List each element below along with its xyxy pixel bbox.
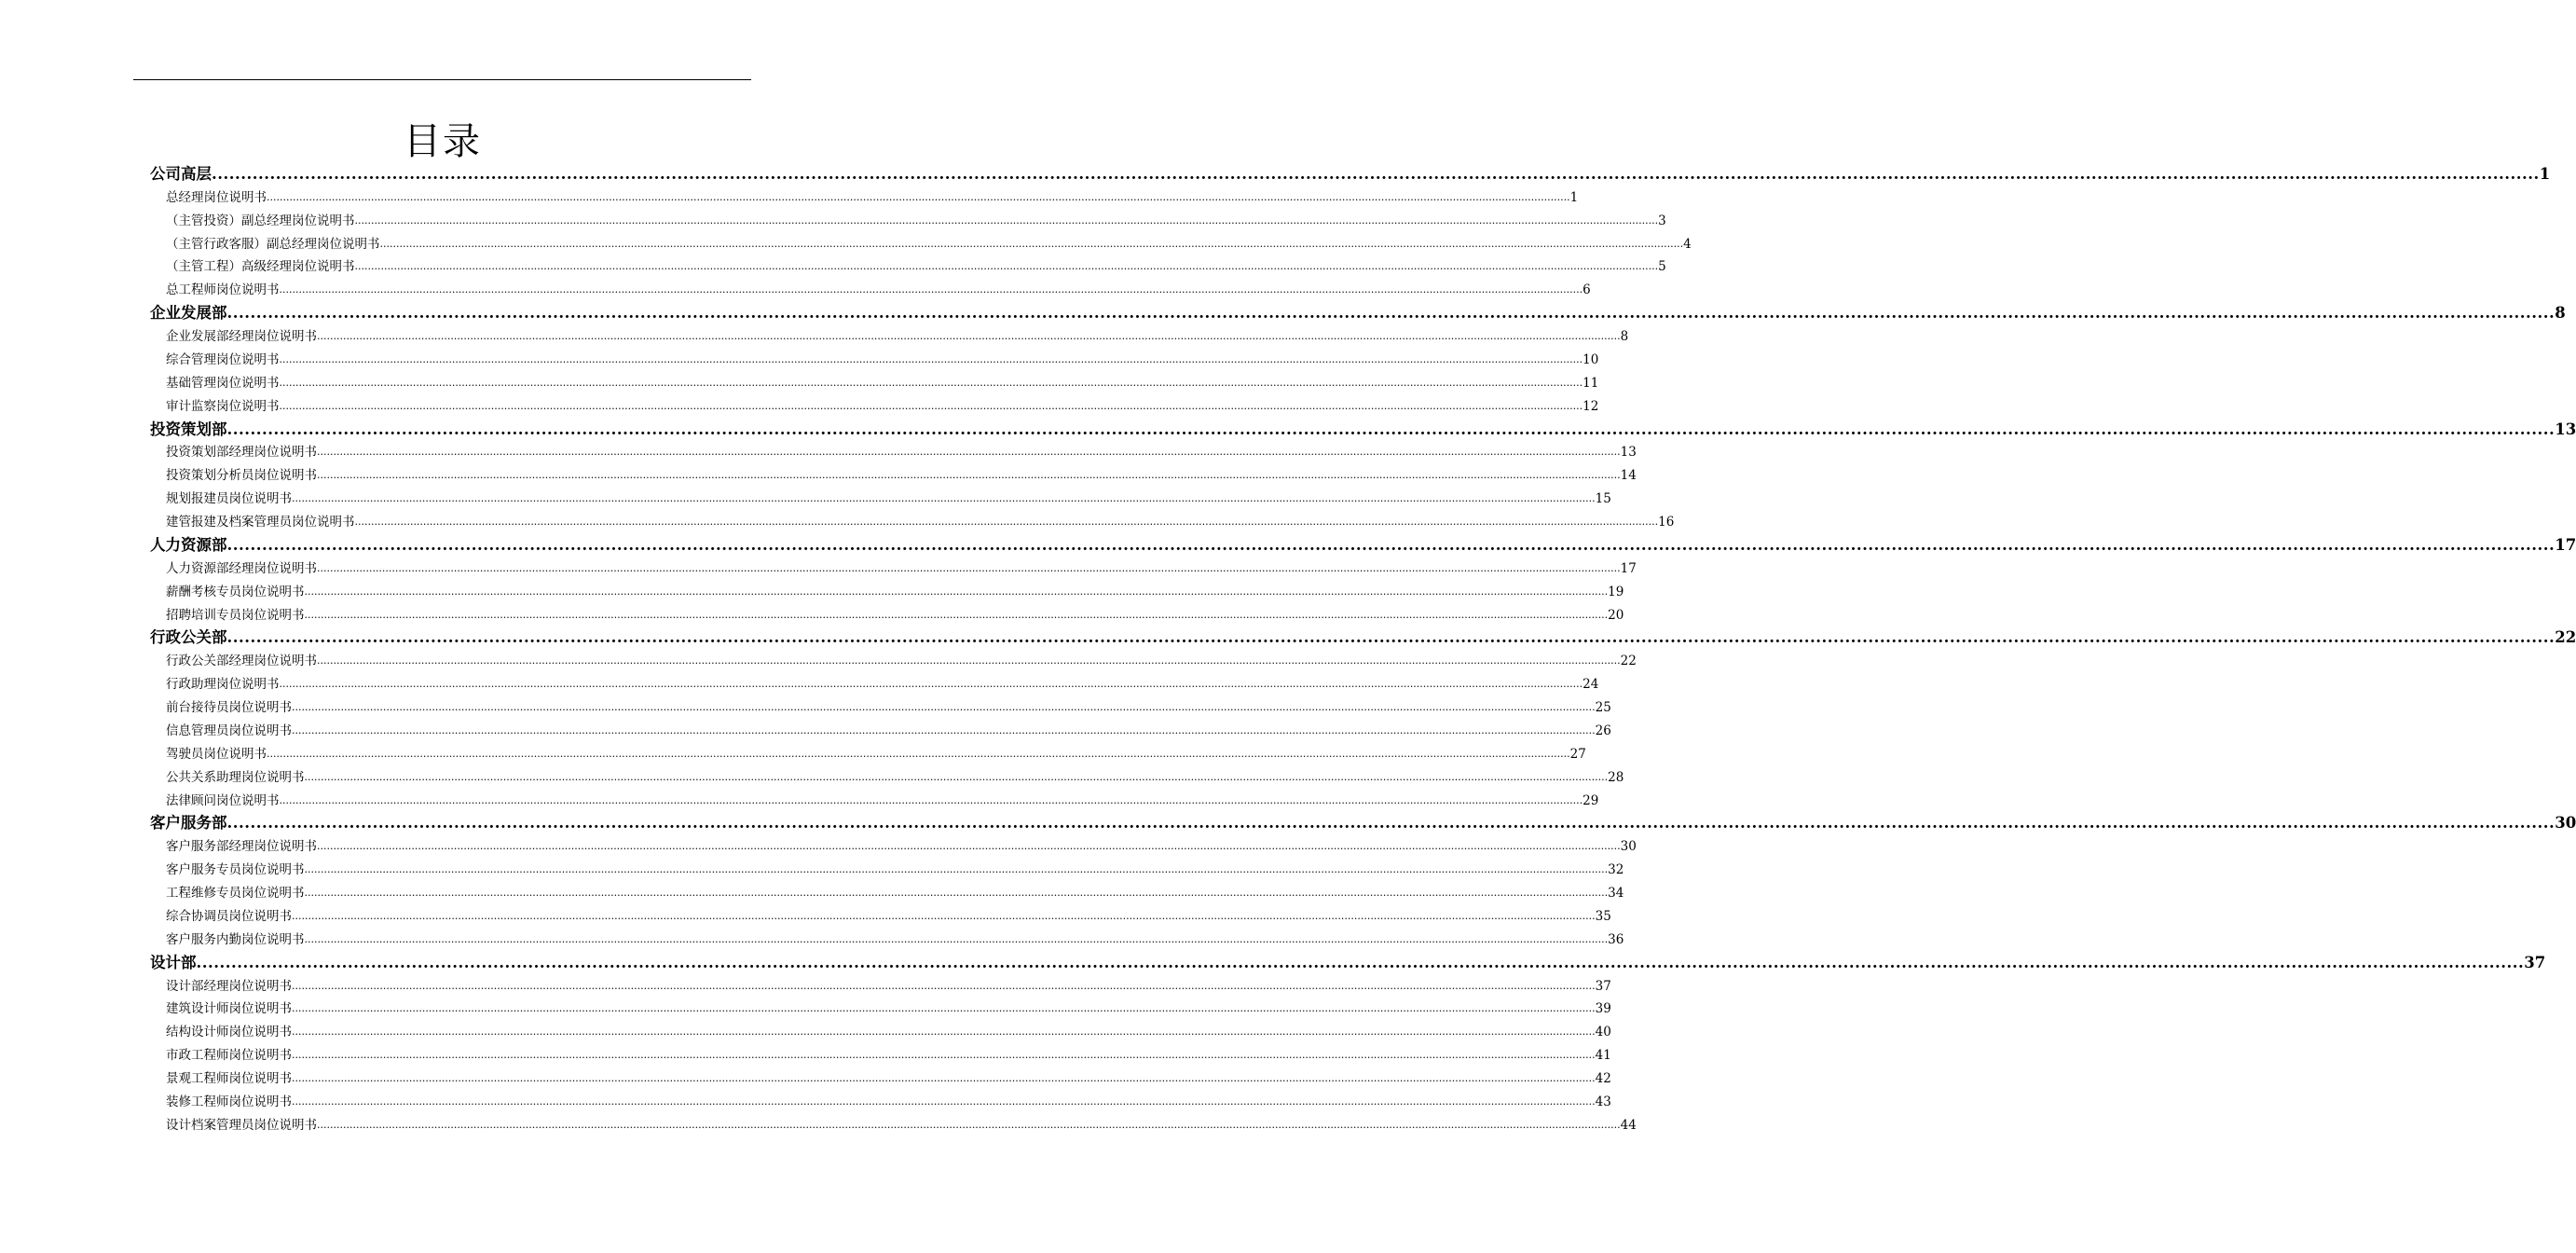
dot-leader: ................................................................................................................................................................................................................................................................................................................................................................................................................ <box>354 213 1659 227</box>
toc-section-entry-label: 人力资源部 <box>150 535 227 554</box>
dot-leader: ................................................................................................................................................................................................................................................................................................................................................................................................................ <box>279 793 1583 806</box>
toc-section-entry-page-number: 8 <box>2555 304 2566 323</box>
toc-item-entry-page-number: 37 <box>1595 978 1611 994</box>
toc-section-entry-label: 公司高层 <box>150 165 212 183</box>
toc-item-entry-page-number: 39 <box>1595 1001 1611 1017</box>
toc-item-entry[interactable] <box>150 511 1675 534</box>
toc-section-entry[interactable] <box>150 419 2576 442</box>
toc-item-entry-label: 前台接待员岗位说明书 <box>166 700 292 715</box>
toc-item-entry[interactable] <box>150 441 1637 464</box>
dot-leader: ................................................................................................................................................................................................................................................................................................................................................................................................................ <box>292 723 1596 737</box>
toc-item-entry[interactable] <box>150 720 1611 743</box>
toc-item-entry-label: 客户服务部经理岗位说明书 <box>166 839 317 855</box>
toc-item-entry-page-number: 41 <box>1595 1048 1611 1064</box>
dot-leader: ................................................................................................................................................................................................................................................................................................................................................................................................................ <box>292 701 1596 713</box>
toc-item-entry[interactable] <box>150 1021 1611 1044</box>
toc-item-entry-page-number: 26 <box>1595 723 1611 738</box>
dot-leader: ................................................................................................................................................................................................................................................................................................................................................................................................................ <box>226 420 2555 438</box>
toc-item-entry[interactable] <box>150 1044 1611 1067</box>
toc-item-entry-page-number: 27 <box>1569 746 1586 762</box>
toc-item-entry-label: （主管行政客服）副总经理岗位说明书 <box>166 236 380 252</box>
dot-leader: ................................................................................................................................................................................................................................................................................................................................................................................................................ <box>292 979 1596 992</box>
dot-leader: ................................................................................................................................................................................................................................................................................................................................................................................................................ <box>304 585 1609 598</box>
toc-section-entry[interactable] <box>150 952 2546 975</box>
toc-item-entry[interactable] <box>150 998 1611 1021</box>
dot-leader: ................................................................................................................................................................................................................................................................................................................................................................................................................ <box>292 1002 1596 1015</box>
toc-item-entry-label: 建筑设计师岗位说明书 <box>166 1001 292 1017</box>
dot-leader: ................................................................................................................................................................................................................................................................................................................................................................................................................ <box>267 190 1570 203</box>
toc-item-entry-page-number: 10 <box>1583 351 1599 367</box>
toc-item-entry-label: 总工程师岗位说明书 <box>166 282 280 298</box>
toc-item-entry-page-number: 11 <box>1583 375 1599 391</box>
toc-section-entry[interactable] <box>150 534 2576 558</box>
toc-item-entry-page-number: 36 <box>1608 931 1624 947</box>
toc-item-entry-label: （主管工程）高级经理岗位说明书 <box>166 259 355 275</box>
toc-item-entry-page-number: 16 <box>1658 515 1675 530</box>
toc-item-entry[interactable] <box>150 1114 1637 1137</box>
toc-item-entry-label: 设计档案管理员岗位说明书 <box>166 1117 317 1133</box>
toc-item-entry-label: 综合管理岗位说明书 <box>166 351 280 367</box>
dot-leader: ................................................................................................................................................................................................................................................................................................................................................................................................................ <box>226 628 2555 647</box>
dot-leader: ................................................................................................................................................................................................................................................................................................................................................................................................................ <box>196 953 2525 971</box>
toc-item-entry-page-number: 40 <box>1595 1025 1611 1040</box>
toc-item-entry-label: 装修工程师岗位说明书 <box>166 1094 292 1109</box>
toc-item-entry[interactable] <box>150 558 1637 581</box>
toc-item-entry-page-number: 8 <box>1620 329 1629 345</box>
dot-leader: ................................................................................................................................................................................................................................................................................................................................................................................................................ <box>317 840 1621 853</box>
toc-item-entry-label: 市政工程师岗位说明书 <box>166 1048 292 1064</box>
toc-item-entry[interactable] <box>150 464 1637 488</box>
dot-leader: ................................................................................................................................................................................................................................................................................................................................................................................................................ <box>379 237 1684 250</box>
toc-item-entry-page-number: 32 <box>1608 862 1624 878</box>
toc-section-entry-label: 企业发展部 <box>150 304 227 323</box>
toc-item-entry-label: 公共关系助理岗位说明书 <box>166 769 305 785</box>
dot-leader: ................................................................................................................................................................................................................................................................................................................................................................................................................ <box>317 654 1621 668</box>
toc-item-entry-page-number: 42 <box>1595 1071 1611 1087</box>
dot-leader: ................................................................................................................................................................................................................................................................................................................................................................................................................ <box>304 932 1609 945</box>
toc-section-entry[interactable] <box>150 163 2551 186</box>
toc-item-entry-label: 投资策划分析员岗位说明书 <box>166 468 317 484</box>
toc-item-entry-label: 驾驶员岗位说明书 <box>166 746 267 762</box>
toc-item-entry[interactable] <box>150 325 1629 349</box>
toc-item-entry-label: 法律顾问岗位说明书 <box>166 792 280 808</box>
dot-leader: ................................................................................................................................................................................................................................................................................................................................................................................................................ <box>279 352 1583 365</box>
toc-section-entry-page-number: 17 <box>2555 535 2576 554</box>
toc-item-entry[interactable] <box>150 650 1637 673</box>
toc-item-entry-page-number: 28 <box>1608 769 1624 785</box>
toc-item-entry-page-number: 20 <box>1608 607 1624 623</box>
page-title: 目录 <box>404 120 482 163</box>
toc-item-entry-label: 招聘培训专员岗位说明书 <box>166 607 305 623</box>
toc-item-entry-page-number: 3 <box>1658 213 1666 228</box>
dot-leader: ................................................................................................................................................................................................................................................................................................................................................................................................................ <box>304 608 1609 621</box>
toc-item-entry-label: 规划报建员岗位说明书 <box>166 491 292 507</box>
table-of-contents <box>150 163 2576 1137</box>
toc-item-entry-page-number: 34 <box>1608 886 1624 902</box>
dot-leader: ................................................................................................................................................................................................................................................................................................................................................................................................................ <box>317 330 1621 343</box>
toc-item-entry[interactable] <box>150 349 1599 372</box>
toc-item-entry-label: 审计监察岗位说明书 <box>166 398 280 414</box>
dot-leader: ................................................................................................................................................................................................................................................................................................................................................................................................................ <box>317 469 1621 482</box>
toc-item-entry-page-number: 19 <box>1608 584 1624 599</box>
dot-leader: ................................................................................................................................................................................................................................................................................................................................................................................................................ <box>279 678 1583 691</box>
toc-item-entry-label: 客户服务专员岗位说明书 <box>166 862 305 878</box>
toc-item-entry-page-number: 25 <box>1595 700 1611 715</box>
toc-item-entry[interactable] <box>150 743 1586 766</box>
toc-item-entry[interactable] <box>150 859 1624 882</box>
toc-section-entry-page-number: 37 <box>2524 953 2546 971</box>
dot-leader: ................................................................................................................................................................................................................................................................................................................................................................................................................ <box>304 770 1609 783</box>
toc-item-entry-label: 基础管理岗位说明书 <box>166 375 280 391</box>
toc-item-entry[interactable] <box>150 186 1579 210</box>
toc-section-entry-label: 投资策划部 <box>150 420 227 438</box>
toc-section-entry-page-number: 1 <box>2539 165 2551 183</box>
toc-item-entry-page-number: 13 <box>1620 445 1637 461</box>
toc-item-entry[interactable] <box>150 581 1624 604</box>
dot-leader: ................................................................................................................................................................................................................................................................................................................................................................................................................ <box>279 283 1583 296</box>
toc-item-entry[interactable] <box>150 905 1611 929</box>
toc-item-entry[interactable] <box>150 766 1624 790</box>
dot-leader: ................................................................................................................................................................................................................................................................................................................................................................................................................ <box>292 1072 1596 1085</box>
toc-section-entry-page-number: 22 <box>2555 628 2576 647</box>
toc-item-entry-page-number: 44 <box>1620 1117 1637 1133</box>
toc-item-entry[interactable] <box>150 372 1599 395</box>
toc-item-entry-label: 总经理岗位说明书 <box>166 189 267 205</box>
toc-section-entry-label: 客户服务部 <box>150 814 227 833</box>
toc-item-entry-label: 企业发展部经理岗位说明书 <box>166 329 317 345</box>
toc-section-entry[interactable] <box>150 812 2576 835</box>
toc-item-entry[interactable] <box>150 395 1599 419</box>
toc-item-entry[interactable] <box>150 210 1666 233</box>
toc-item-entry-page-number: 15 <box>1595 491 1611 507</box>
toc-item-entry-page-number: 30 <box>1620 839 1637 855</box>
dot-leader: ................................................................................................................................................................................................................................................................................................................................................................................................................ <box>354 260 1659 273</box>
toc-item-entry-label: 投资策划部经理岗位说明书 <box>166 445 317 461</box>
dot-leader: ................................................................................................................................................................................................................................................................................................................................................................................................................ <box>267 747 1570 760</box>
dot-leader: ................................................................................................................................................................................................................................................................................................................................................................................................................ <box>279 376 1583 389</box>
dot-leader: ................................................................................................................................................................................................................................................................................................................................................................................................................ <box>226 814 2555 833</box>
toc-item-entry[interactable] <box>150 604 1624 627</box>
toc-item-entry-label: 行政公关部经理岗位说明书 <box>166 654 317 669</box>
dot-leader: ................................................................................................................................................................................................................................................................................................................................................................................................................ <box>292 909 1596 922</box>
dot-leader: ................................................................................................................................................................................................................................................................................................................................................................................................................ <box>279 399 1583 412</box>
toc-item-entry[interactable] <box>150 673 1599 696</box>
toc-item-entry[interactable] <box>150 696 1611 720</box>
toc-item-entry-page-number: 1 <box>1569 189 1579 205</box>
toc-item-entry-page-number: 4 <box>1683 236 1692 252</box>
toc-item-entry-label: 建管报建及档案管理员岗位说明书 <box>166 515 355 530</box>
toc-item-entry-page-number: 12 <box>1583 398 1599 414</box>
toc-item-entry-page-number: 6 <box>1583 282 1591 298</box>
toc-item-entry[interactable] <box>150 882 1624 905</box>
dot-leader: ................................................................................................................................................................................................................................................................................................................................................................................................................ <box>292 1026 1596 1039</box>
toc-item-entry[interactable] <box>150 1091 1611 1114</box>
toc-item-entry-page-number: 24 <box>1583 677 1599 693</box>
dot-leader: ................................................................................................................................................................................................................................................................................................................................................................................................................ <box>226 304 2555 323</box>
header-rule <box>133 79 751 80</box>
dot-leader: ................................................................................................................................................................................................................................................................................................................................................................................................................ <box>226 535 2555 554</box>
toc-item-entry[interactable] <box>150 975 1611 998</box>
dot-leader: ................................................................................................................................................................................................................................................................................................................................................................................................................ <box>317 561 1621 574</box>
toc-section-entry[interactable] <box>150 302 2566 325</box>
toc-item-entry-page-number: 43 <box>1595 1094 1611 1109</box>
toc-item-entry[interactable] <box>150 233 1692 256</box>
toc-item-entry-label: 行政助理岗位说明书 <box>166 677 280 693</box>
toc-section-entry-page-number: 30 <box>2555 814 2576 833</box>
toc-item-entry-label: 结构设计师岗位说明书 <box>166 1025 292 1040</box>
toc-item-entry-page-number: 5 <box>1658 259 1666 275</box>
toc-item-entry[interactable] <box>150 790 1599 813</box>
dot-leader: ................................................................................................................................................................................................................................................................................................................................................................................................................ <box>292 492 1596 505</box>
dot-leader: ................................................................................................................................................................................................................................................................................................................................................................................................................ <box>212 165 2540 183</box>
toc-item-entry-page-number: 17 <box>1620 560 1637 576</box>
toc-item-entry-page-number: 22 <box>1620 654 1637 669</box>
dot-leader: ................................................................................................................................................................................................................................................................................................................................................................................................................ <box>304 887 1609 900</box>
toc-item-entry-label: 景观工程师岗位说明书 <box>166 1071 292 1087</box>
dot-leader: ................................................................................................................................................................................................................................................................................................................................................................................................................ <box>317 446 1621 459</box>
toc-section-entry-page-number: 13 <box>2555 420 2576 438</box>
dot-leader: ................................................................................................................................................................................................................................................................................................................................................................................................................ <box>354 516 1659 529</box>
toc-item-entry[interactable] <box>150 929 1624 952</box>
toc-item-entry-label: 信息管理员岗位说明书 <box>166 723 292 738</box>
toc-item-entry-label: 人力资源部经理岗位说明书 <box>166 560 317 576</box>
toc-item-entry-label: 综合协调员岗位说明书 <box>166 908 292 924</box>
toc-section-entry-label: 设计部 <box>150 953 197 971</box>
toc-section-entry-label: 行政公关部 <box>150 628 227 647</box>
toc-item-entry[interactable] <box>150 835 1637 859</box>
toc-item-entry-label: 客户服务内勤岗位说明书 <box>166 931 305 947</box>
toc-section-entry[interactable] <box>150 626 2576 650</box>
dot-leader: ................................................................................................................................................................................................................................................................................................................................................................................................................ <box>292 1049 1596 1062</box>
toc-item-entry[interactable] <box>150 279 1591 302</box>
dot-leader: ................................................................................................................................................................................................................................................................................................................................................................................................................ <box>292 1095 1596 1108</box>
toc-item-entry-page-number: 14 <box>1620 468 1637 484</box>
toc-item-entry-label: 薪酬考核专员岗位说明书 <box>166 584 305 599</box>
toc-item-entry[interactable] <box>150 255 1666 279</box>
toc-item-entry-label: 工程维修专员岗位说明书 <box>166 886 305 902</box>
toc-item-entry-label: 设计部经理岗位说明书 <box>166 978 292 994</box>
toc-item-entry-page-number: 29 <box>1583 792 1599 808</box>
dot-leader: ................................................................................................................................................................................................................................................................................................................................................................................................................ <box>304 863 1609 876</box>
toc-item-entry-label: （主管投资）副总经理岗位说明书 <box>166 213 355 228</box>
toc-item-entry[interactable] <box>150 1067 1611 1091</box>
toc-item-entry[interactable] <box>150 488 1611 511</box>
toc-item-entry-page-number: 35 <box>1595 908 1611 924</box>
dot-leader: ................................................................................................................................................................................................................................................................................................................................................................................................................ <box>317 1118 1621 1131</box>
